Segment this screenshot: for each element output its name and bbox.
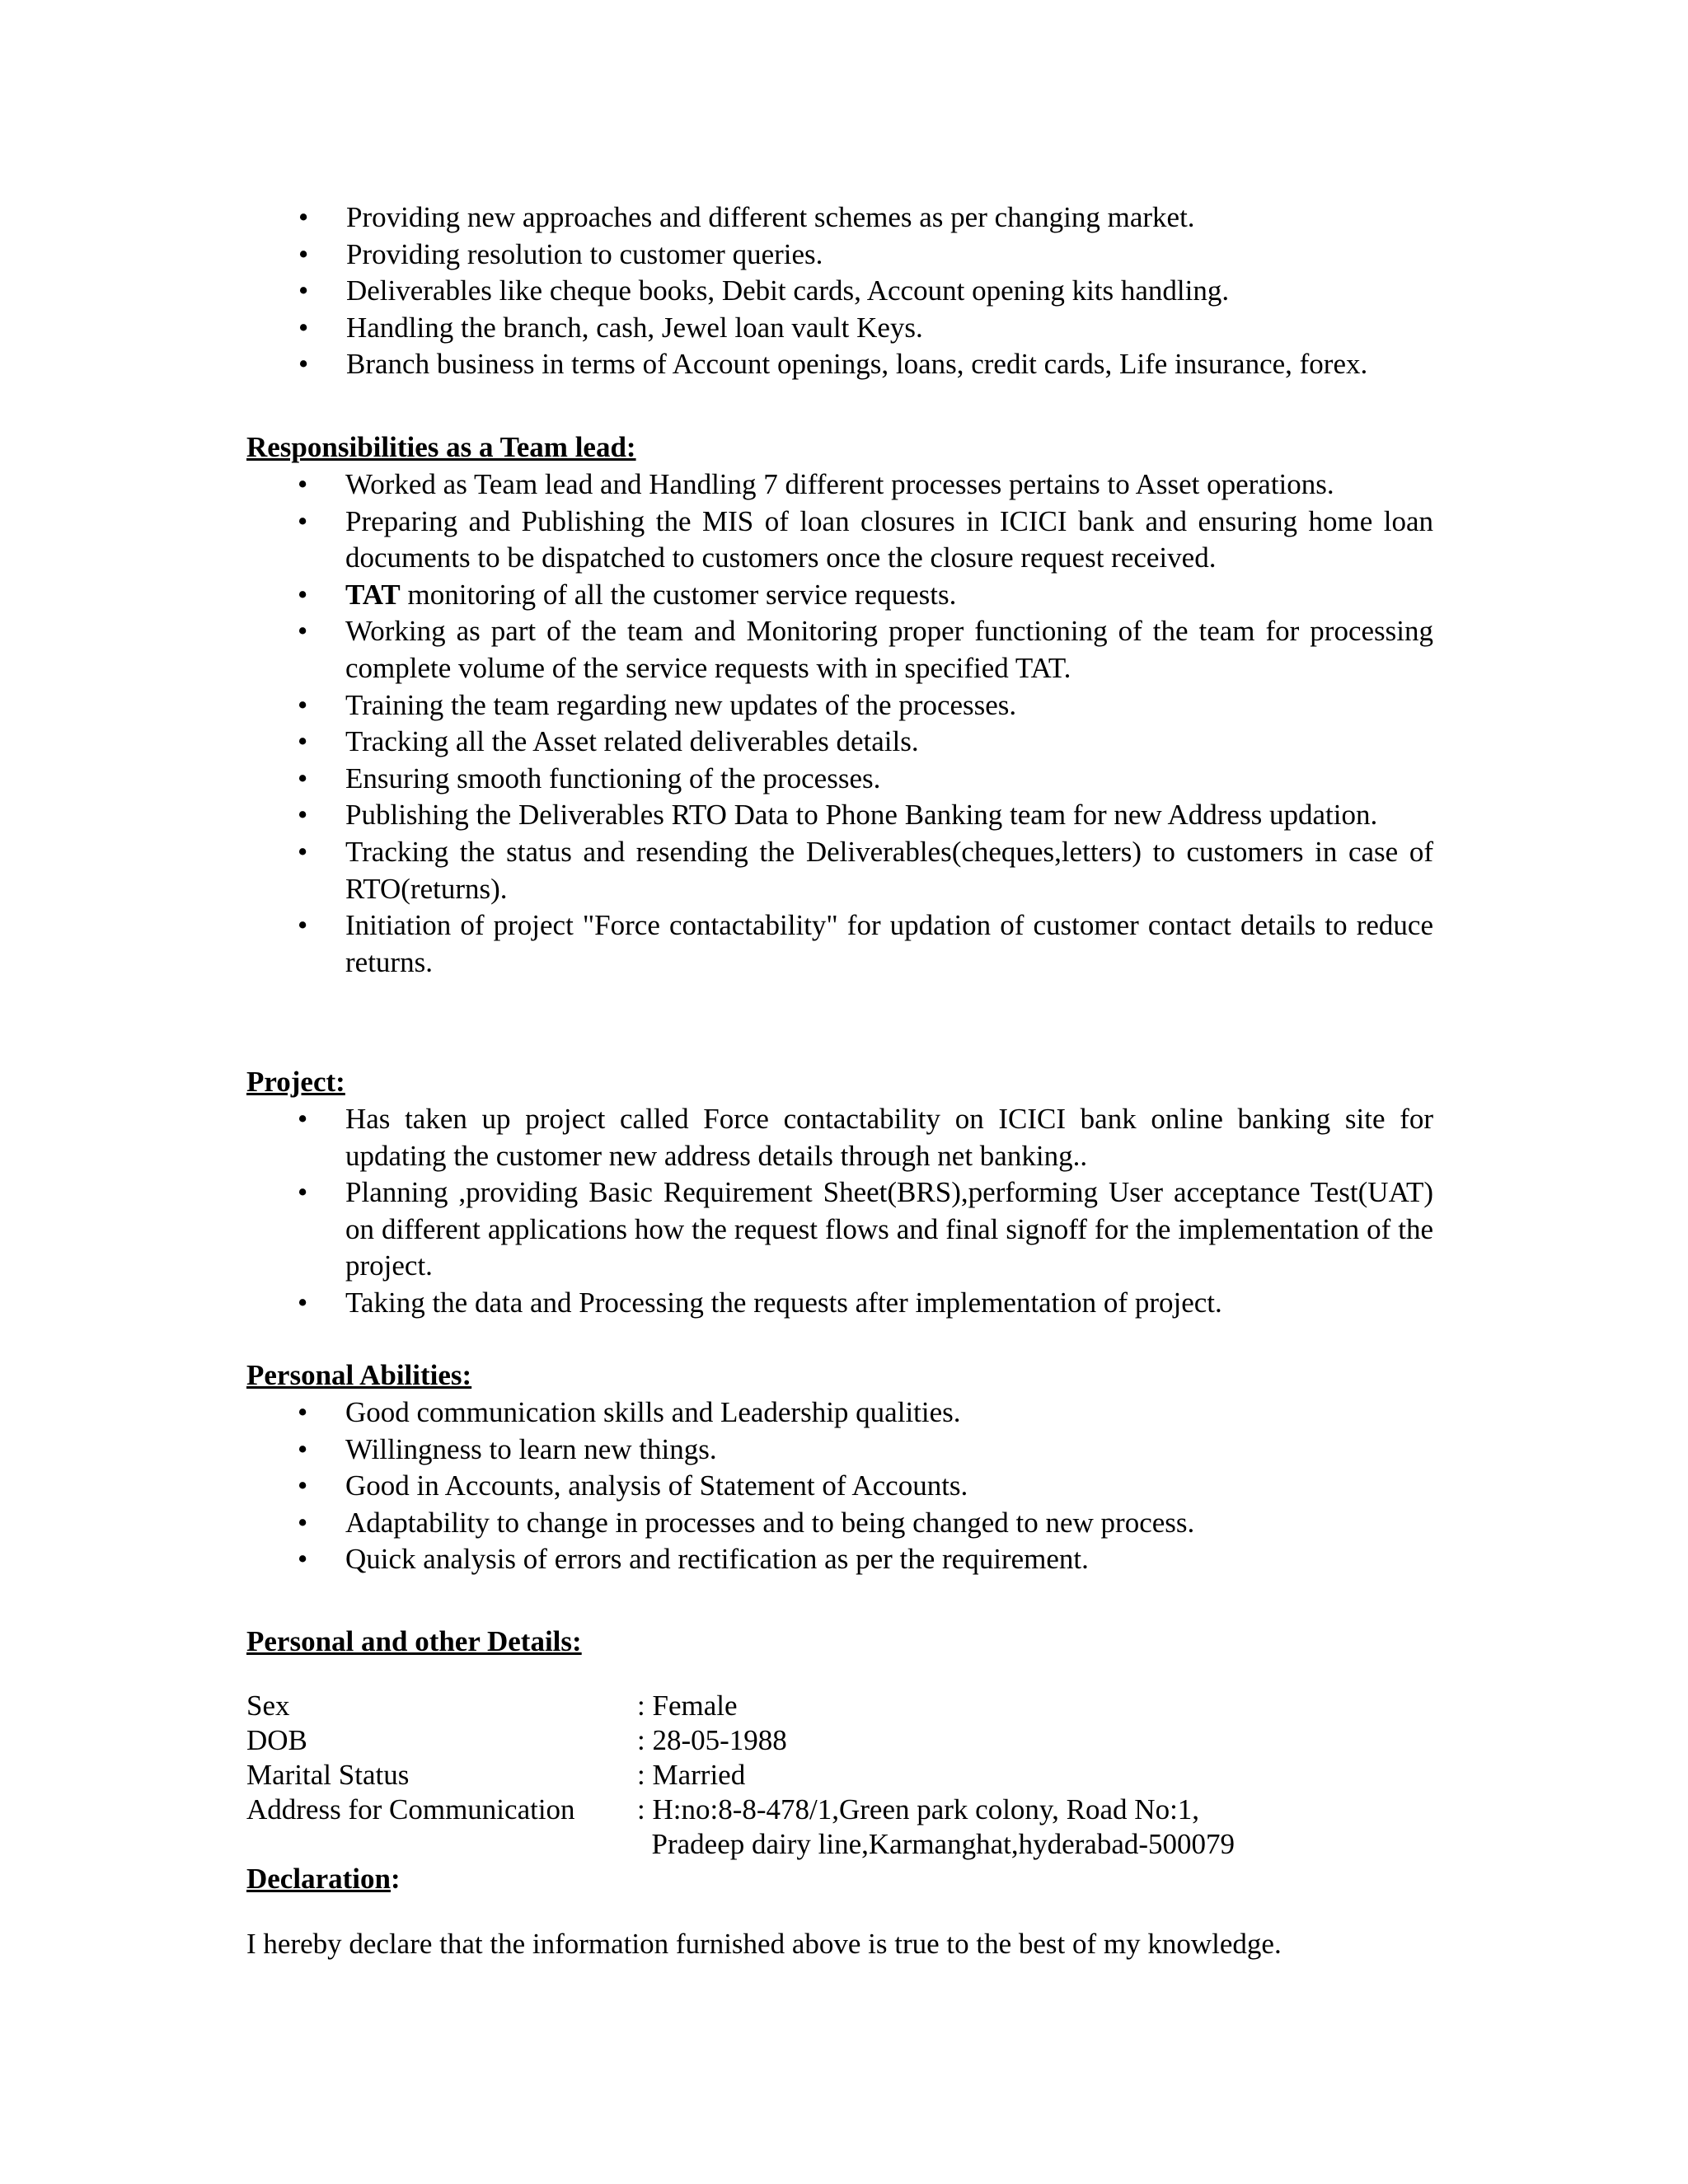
list-item: • Deliverables like cheque books, Debit cards, Account opening kits handling. — [346, 273, 1432, 310]
list-item: • Preparing and Publishing the MIS of loan closures in ICICI bank and ensuring home loan documents to be dispatched to customers once the closure request received. — [298, 504, 1433, 574]
section-heading-team-lead: Responsibilities as a Team lead: — [246, 431, 636, 463]
detail-row-dob — [246, 1723, 1433, 1758]
abilities-section — [246, 1357, 1433, 1578]
bullet-icon: • — [298, 1469, 308, 1502]
section-heading-project: Project: — [246, 1066, 345, 1098]
bullet-icon: • — [298, 504, 308, 537]
list-item: • Tracking all the Asset related deliverables details. — [345, 724, 1433, 761]
bullet-icon: • — [298, 201, 309, 233]
list-item: • Branch business in terms of Account openings, loans, credit cards, Life insurance, forex. — [346, 346, 1432, 383]
bullet-icon: • — [298, 909, 308, 942]
detail-value: : Married — [637, 1759, 746, 1791]
detail-label: Marital Status — [246, 1759, 410, 1791]
bullet-icon: • — [298, 237, 309, 270]
detail-label: DOB — [246, 1724, 307, 1756]
detail-row-address — [246, 1793, 1433, 1827]
bullet-icon: • — [298, 348, 309, 381]
declaration-section — [246, 1860, 1433, 1898]
section-heading-personal: Personal and other Details: — [246, 1625, 582, 1657]
bullet-icon: • — [298, 1103, 308, 1135]
bullet-icon: • — [298, 1396, 308, 1428]
list-item: • Training the team regarding new updates of the processes. — [345, 687, 1433, 724]
list-item: • TAT monitoring of all the customer service requests. — [345, 577, 1433, 614]
abilities-list — [246, 1394, 1433, 1578]
detail-label — [246, 1827, 637, 1862]
list-item: • Planning ,providing Basic Requirement Sheet(BRS),performing User acceptance Test(UAT) on different applications how the request flows and final signoff for the implementation of the project. — [298, 1176, 1433, 1282]
bullet-icon: • — [298, 725, 308, 758]
bullet-icon: • — [298, 1176, 308, 1209]
list-item: • Tracking the status and resending the Deliverables(cheques,letters) to customers in case of RTO(returns). — [298, 835, 1433, 905]
bullet-icon: • — [298, 1543, 308, 1576]
declaration-heading-line — [246, 1860, 1433, 1898]
section-heading-abilities: Personal Abilities: — [246, 1359, 472, 1391]
declaration-colon: : — [390, 1863, 401, 1895]
list-item: • Adaptability to change in processes and to being changed to new process. — [345, 1505, 1433, 1542]
personal-details — [246, 1689, 1433, 1862]
bullet-icon: • — [298, 1432, 308, 1465]
detail-label: Address for Communication — [246, 1793, 575, 1825]
bullet-icon: • — [298, 615, 308, 648]
bullet-icon: • — [298, 468, 308, 500]
list-item: • Good communication skills and Leadership qualities. — [345, 1394, 1433, 1432]
project-list — [246, 1101, 1433, 1322]
intro-section — [295, 199, 1432, 383]
detail-row-marital-status — [246, 1758, 1433, 1793]
intro-list — [295, 199, 1432, 383]
detail-value: Pradeep dairy line,Karmanghat,hyderabad-500079 — [637, 1828, 1236, 1860]
bullet-icon: • — [298, 1286, 308, 1319]
list-item: • Initiation of project "Force contactability" for updation of customer contact details to reduce returns. — [298, 909, 1433, 978]
list-item: • Good in Accounts, analysis of Statement of Accounts. — [345, 1468, 1433, 1505]
bullet-icon: • — [298, 835, 308, 868]
list-item: • Handling the branch, cash, Jewel loan vault Keys. — [346, 310, 1432, 347]
bullet-icon: • — [298, 762, 308, 794]
declaration-text: I hereby declare that the information furnished above is true to the best of my knowledge. — [246, 1928, 1282, 1960]
list-item: • Taking the data and Processing the requests after implementation of project. — [345, 1285, 1433, 1322]
bullet-icon: • — [298, 799, 308, 832]
detail-value: : H:no:8-8-478/1,Green park colony, Road No:1, — [637, 1793, 1200, 1825]
bullet-icon: • — [298, 311, 309, 344]
detail-row-sex — [246, 1689, 1433, 1723]
detail-row-address-cont — [246, 1827, 1433, 1862]
list-item: • Providing new approaches and different schemes as per changing market. — [346, 199, 1432, 237]
detail-value: : Female — [637, 1690, 738, 1722]
bullet-icon: • — [298, 274, 309, 307]
list-item: • Ensuring smooth functioning of the processes. — [345, 761, 1433, 798]
tat-bold: TAT — [345, 578, 401, 611]
list-item: • Quick analysis of errors and rectification as per the requirement. — [345, 1541, 1433, 1578]
bullet-icon: • — [298, 1506, 308, 1539]
list-item: • Providing resolution to customer queries. — [346, 237, 1432, 274]
project-section — [246, 1063, 1433, 1322]
list-item: • Worked as Team lead and Handling 7 different processes pertains to Asset operations. — [345, 466, 1433, 504]
detail-value: : 28-05-1988 — [637, 1724, 787, 1756]
list-item: • Has taken up project called Force contactability on ICICI bank online banking site for updating the customer new address details through net banking.. — [298, 1103, 1433, 1172]
team-lead-list — [246, 466, 1433, 981]
personal-section-heading-block — [246, 1623, 1433, 1661]
list-item: • Publishing the Deliverables RTO Data to Phone Banking team for new Address updation. — [345, 797, 1433, 834]
list-item: • Willingness to learn new things. — [345, 1432, 1433, 1469]
detail-label: Sex — [246, 1690, 290, 1722]
section-heading-declaration: Declaration — [246, 1863, 391, 1895]
team-lead-section — [246, 429, 1433, 981]
bullet-icon: • — [298, 688, 308, 721]
list-item: • Working as part of the team and Monitoring proper functioning of the team for processing complete volume of the service requests with in specified TAT. — [298, 615, 1433, 684]
bullet-icon: • — [298, 578, 308, 611]
